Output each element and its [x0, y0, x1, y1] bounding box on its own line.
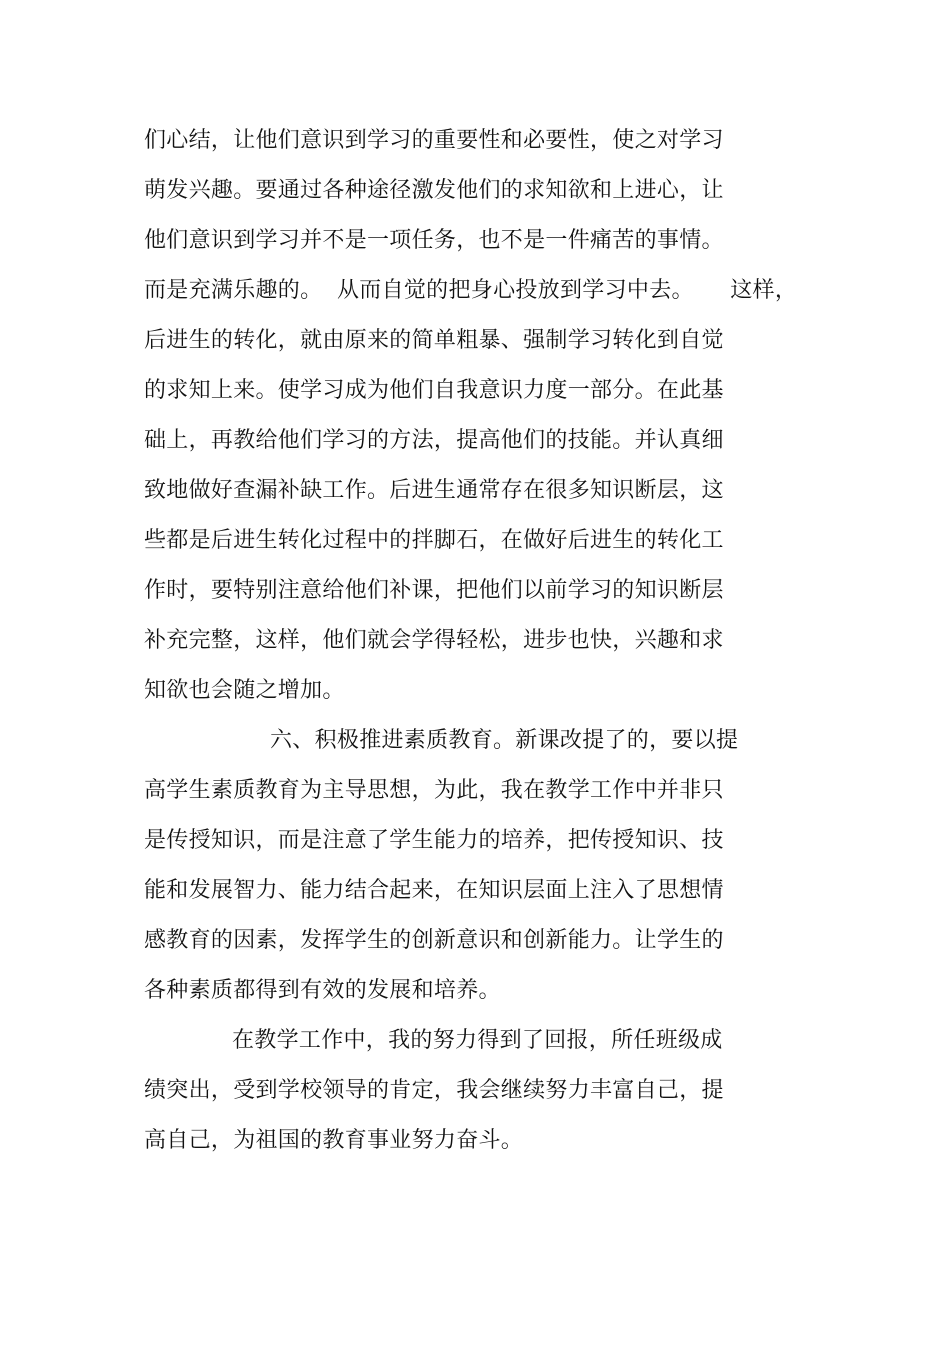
text-line: 些都是后进生转化过程中的拌脚石，在做好后进生的转化工: [144, 528, 724, 553]
text-line: 作时，要特别注意给他们补课，把他们以前学习的知识断层: [144, 578, 724, 603]
text-line: 高学生素质教育为主导思想，为此，我在教学工作中并非只: [144, 778, 724, 803]
text-line: 的求知上来。使学习成为他们自我意识力度一部分。在此基: [144, 378, 724, 403]
text-line: 补充完整，这样，他们就会学得轻松，进步也快，兴趣和求: [144, 628, 724, 653]
text-line: 能和发展智力、能力结合起来，在知识层面上注入了思想情: [144, 878, 724, 903]
text-line: 后进生的转化，就由原来的简单粗暴、强制学习转化到自觉: [144, 328, 724, 353]
text-line: 们心结，让他们意识到学习的重要性和必要性，使之对学习: [144, 128, 724, 153]
text-line: 础上，再教给他们学习的方法，提高他们的技能。并认真细: [144, 428, 724, 453]
text-line: 感教育的因素，发挥学生的创新意识和创新能力。让学生的: [144, 928, 724, 953]
text-line: 知欲也会随之增加。: [144, 678, 345, 703]
text-line: 绩突出，受到学校领导的肯定，我会继续努力丰富自己，提: [144, 1078, 724, 1103]
text-line: 高自己，为祖国的教育事业努力奋斗。: [144, 1128, 524, 1153]
text-line: 是传授知识，而是注意了学生能力的培养，把传授知识、技: [144, 828, 724, 853]
text-line: 萌发兴趣。要通过各种途径激发他们的求知欲和上进心，让: [144, 178, 724, 203]
section-heading-line: 六、积极推进素质教育。新课改提了的，要以提: [270, 728, 739, 753]
text-line: 而是充满乐趣的。 从而自觉的把身心投放到学习中去。 这样，: [144, 278, 798, 303]
text-line: 他们意识到学习并不是一项任务，也不是一件痛苦的事情。: [144, 228, 724, 253]
text-line: 致地做好查漏补缺工作。后进生通常存在很多知识断层，这: [144, 478, 724, 503]
text-line: 各种素质都得到有效的发展和培养。: [144, 978, 501, 1003]
paragraph-start-line: 在教学工作中，我的努力得到了回报，所任班级成: [232, 1028, 723, 1053]
